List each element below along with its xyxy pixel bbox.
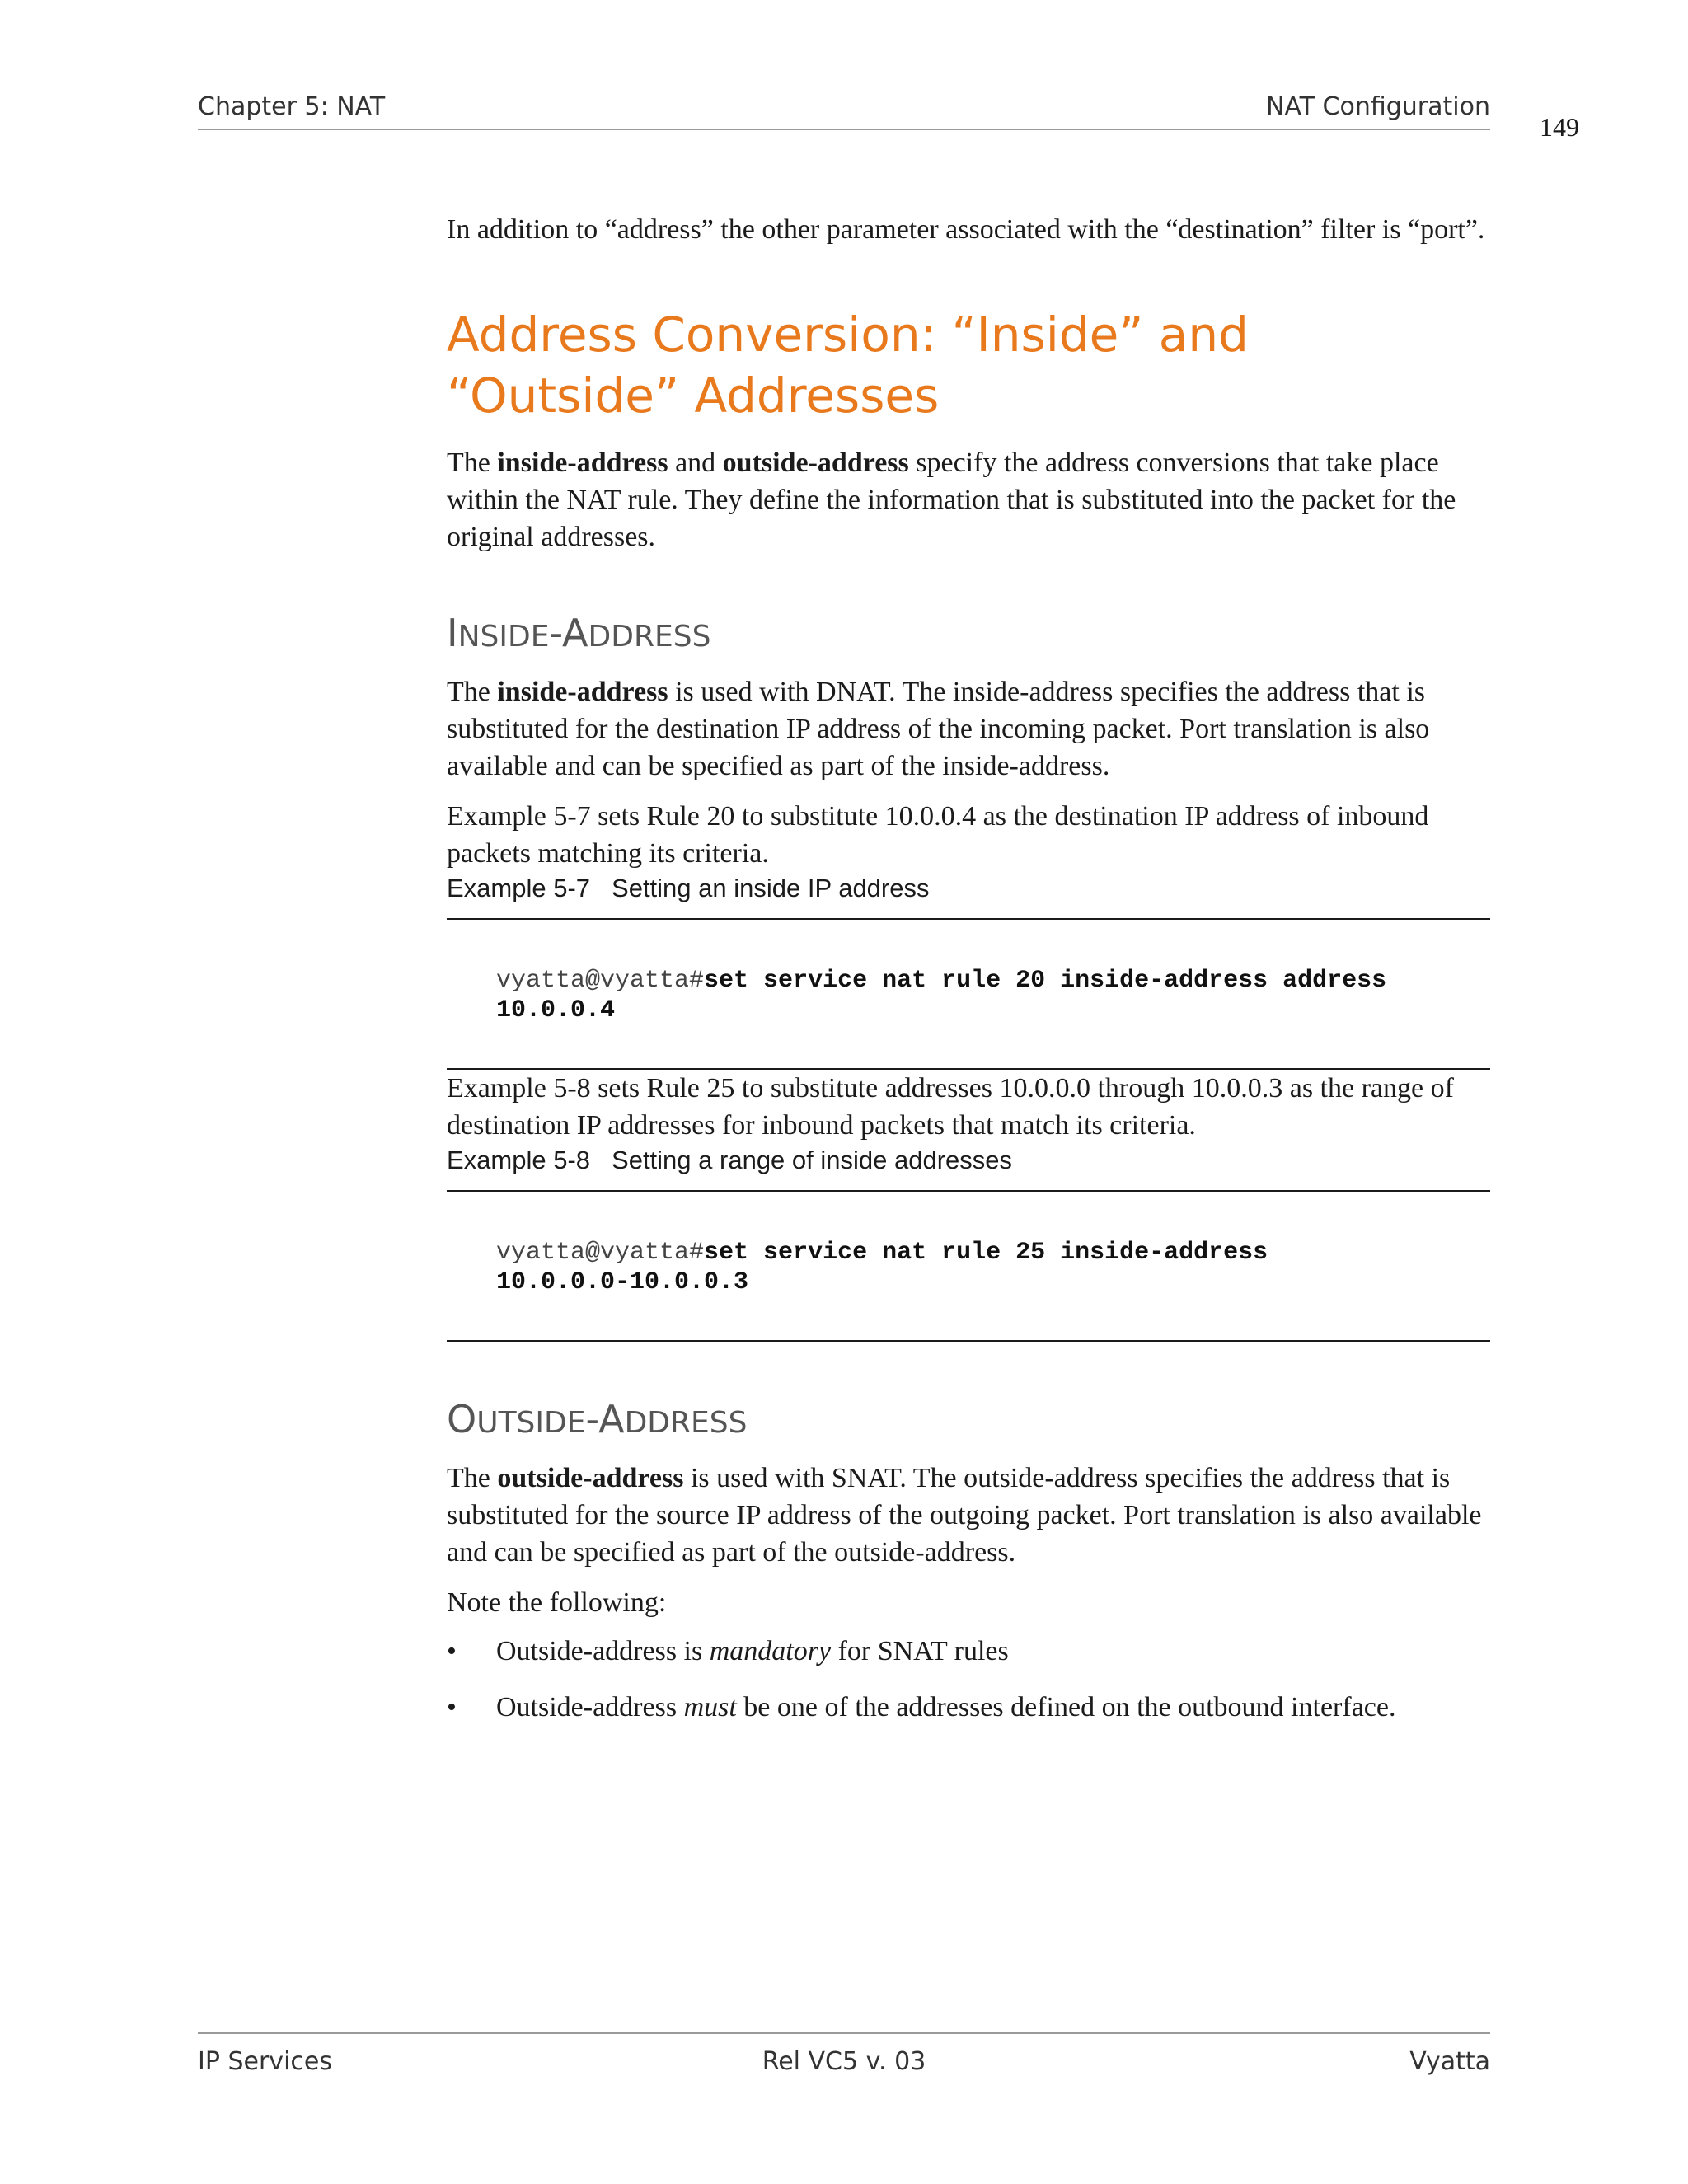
title-initial: A [598, 1397, 625, 1441]
term-outside-address: outside-address [497, 1463, 684, 1493]
example-5-7-caption [447, 872, 1490, 905]
bullet-icon: • [447, 1692, 457, 1722]
text-run: The [447, 677, 498, 707]
text-run: is used with DNAT. The inside-address specifies the address that is substituted for the destination IP address of the incoming packet. Port translation is also available and can be specified as part of the inside-address. [447, 677, 1430, 781]
header-chapter: Chapter 5: NAT [198, 92, 386, 121]
intro-paragraph: In addition to “address” the other parameter associated with the “destination” filter is “port”. [447, 214, 1485, 245]
text-run: for SNAT rules [831, 1636, 1009, 1666]
command-text: set service nat rule 25 inside-address [704, 1239, 1268, 1267]
example-5-8-caption [447, 1144, 1490, 1177]
footer-right: Vyatta [1409, 2047, 1490, 2076]
page-number: 149 [1540, 112, 1579, 142]
command-text: set service nat rule 20 inside-address address [704, 967, 1387, 995]
header-section: NAT Configuration [1266, 92, 1490, 121]
title-small-caps: UTSIDE [476, 1406, 586, 1440]
term-outside-address: outside-address [722, 448, 909, 478]
example-5-8-intro: Example 5-8 sets Rule 25 to substitute addresses 10.0.0.0 through 10.0.0.3 as the range of destination IP addresses for inbound packets that match its criteria. [447, 1073, 1454, 1141]
code-line [496, 1268, 1490, 1297]
text-run: specify the address conversions that take place within the NAT rule. They define the information that is substituted into the packet for the original addresses. [447, 448, 1456, 552]
emphasis: mandatory [709, 1636, 832, 1666]
example-number: Example 5-7 [447, 874, 591, 902]
text-run: and [668, 448, 723, 478]
inside-address-paragraph [447, 673, 1490, 785]
running-footer [198, 2032, 1490, 2079]
emphasis: must [683, 1692, 737, 1722]
command-text: 10.0.0.0-10.0.0.3 [496, 1268, 749, 1296]
text-run: is used with SNAT. The outside-address specifies the address that is substituted for the source IP address of the outgoing packet. Port translation is also available and can be specified as part of the outside-address. [447, 1463, 1482, 1568]
example-title: Setting a range of inside addresses [612, 1146, 1013, 1174]
example-number: Example 5-8 [447, 1146, 591, 1174]
text-run: Outside-address [496, 1692, 684, 1722]
text-run: The [447, 1463, 498, 1493]
title-small-caps: NSIDE [457, 620, 550, 654]
title-initial: O [447, 1397, 477, 1441]
notes-list [447, 1633, 1490, 1726]
subsection-title-inside-address [447, 610, 1490, 660]
title-initial: A [562, 611, 588, 655]
list-item [447, 1689, 1490, 1726]
text-run: be one of the addresses defined on the outbound interface. [736, 1692, 1396, 1722]
main-content [447, 211, 1490, 1745]
note-intro: Note the following: [447, 1587, 667, 1618]
code-line [496, 1238, 1490, 1268]
list-item [447, 1633, 1490, 1670]
example-5-7-intro: Example 5-7 sets Rule 20 to substitute 10.0.0.4 as the destination IP address of inbound packets matching its criteria. [447, 801, 1429, 869]
title-initial: I [447, 611, 458, 655]
command-text: 10.0.0.4 [496, 996, 616, 1024]
shell-prompt: vyatta@vyatta# [496, 1239, 705, 1267]
example-5-7-code-block [447, 918, 1490, 1070]
code-line [496, 966, 1490, 996]
title-small-caps: DDRESS [588, 620, 711, 654]
shell-prompt: vyatta@vyatta# [496, 967, 705, 995]
bullet-icon: • [447, 1636, 457, 1666]
code-line [496, 996, 1490, 1025]
footer-left: IP Services [198, 2047, 332, 2076]
text-run: Outside-address is [496, 1636, 710, 1666]
section-title: Address Conversion: “Inside” and “Outside” Addresses [447, 307, 1249, 424]
example-5-8-code-block [447, 1190, 1490, 1342]
running-header [198, 89, 1490, 130]
section-intro-paragraph [447, 444, 1490, 555]
term-inside-address: inside-address [497, 677, 668, 707]
title-dash: - [549, 611, 563, 655]
footer-center: Rel VC5 v. 03 [762, 2047, 926, 2076]
title-dash: - [585, 1397, 599, 1441]
text-run: The [447, 448, 498, 478]
outside-address-paragraph [447, 1460, 1490, 1571]
example-title: Setting an inside IP address [612, 874, 930, 902]
subsection-title-outside-address [447, 1396, 1490, 1446]
title-small-caps: DDRESS [624, 1406, 748, 1440]
term-inside-address: inside-address [497, 448, 668, 478]
